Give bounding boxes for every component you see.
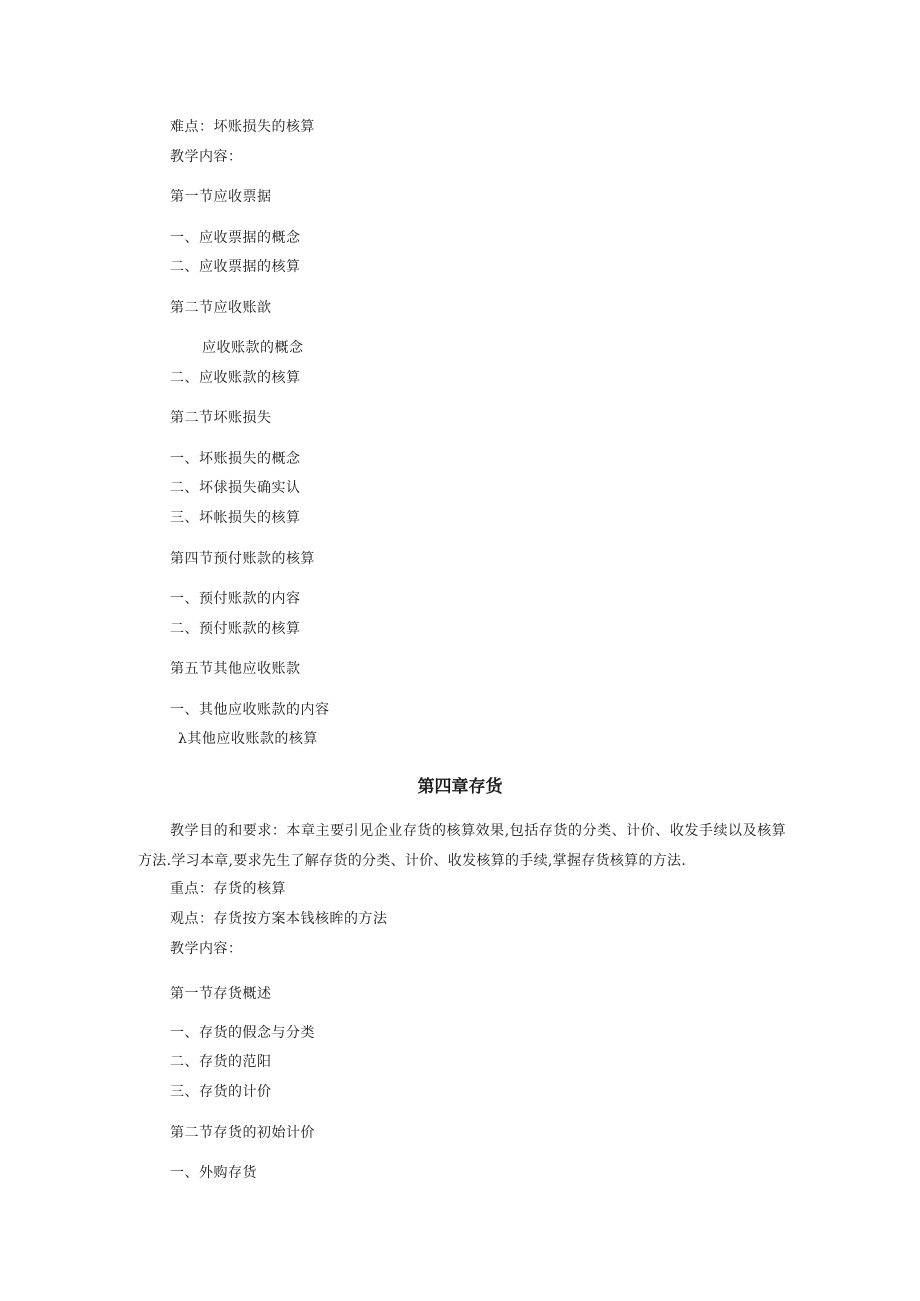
section-item: 二、应收账款的核算 (170, 370, 301, 386)
section-item: 一、预付账款的内容 (170, 591, 301, 607)
section-item: 一、坏账损失的概念 (170, 451, 301, 467)
section-title: 第一节存货概述 (170, 986, 272, 1002)
chapter-title: 第四章存货 (417, 777, 503, 797)
section-title: 第二节存货的初始计价 (170, 1125, 315, 1141)
section-item: 二、应收票据的核算 (170, 259, 301, 275)
section-title: 第二节应收账歆 (170, 300, 272, 316)
section-item: λ其他应收账款的核算 (178, 731, 318, 747)
section-title: 第五节其他应收账款 (170, 661, 301, 677)
section-title: 第一节应收票据 (170, 189, 272, 205)
section-item: 二、坏俅损失确实认 (170, 480, 301, 496)
section-item: 三、存货的计价 (170, 1084, 272, 1100)
section-item: 一、存货的假念与分类 (170, 1025, 315, 1041)
section-item: 一、其他应收账款的内容 (170, 702, 330, 718)
difficulty-line: 难点：坏账损失的核算 (170, 119, 315, 135)
key-point-line: 重点：存货的核算 (170, 881, 286, 897)
content-label: 教学内容： (170, 149, 243, 165)
section-item: 三、坏帐损失的核算 (170, 510, 301, 526)
section-item: 一、应收票据的概念 (170, 230, 301, 246)
section-item: 应收账款的概念 (202, 340, 304, 356)
section-title: 第四节预付账款的核算 (170, 551, 315, 567)
view-point-line: 观点：存货按方案本钱核眸的方法 (170, 911, 388, 927)
objective-paragraph: 教学目的和要求：本章主要引见企业存货的核算效果,包括存货的分类、计价、收发手续以及核算方法.学习本章,要求先生了解存货的分类、计价、收发核算的手续,掌握存货核算的方法. (138, 823, 786, 869)
section-title: 第二节坏账损失 (170, 410, 272, 426)
section-item: 二、存货的范阳 (170, 1054, 272, 1070)
section-item: 一、外购存货 (170, 1165, 257, 1181)
section-item: 二、预付账款的核算 (170, 621, 301, 637)
content-label: 教学内容： (170, 941, 243, 957)
